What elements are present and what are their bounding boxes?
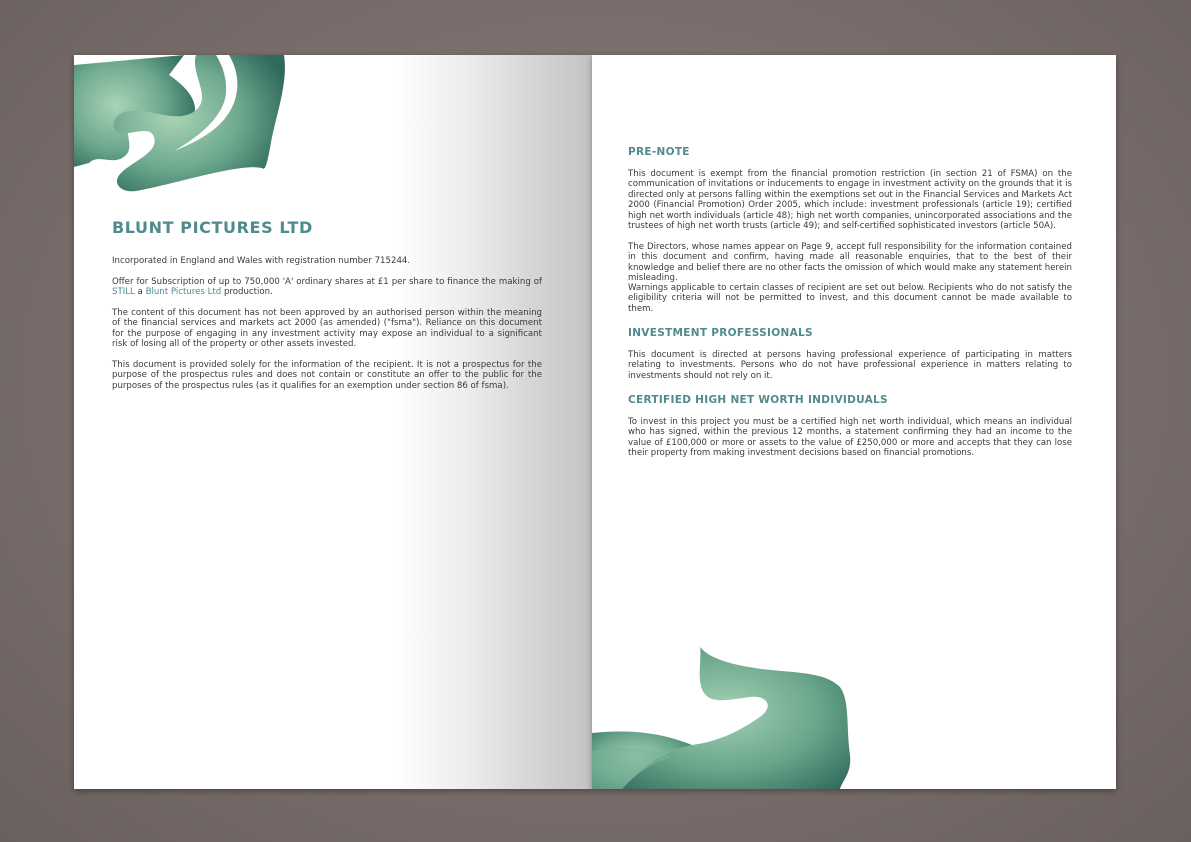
incorporation-text: Incorporated in England and Wales with registration number 715244.	[112, 256, 411, 266]
high-net-worth-paragraph: To invest in this project you must be a certified high net worth individual, which means an individual who has signed, within the previous 12 months, a statement confirming they had an income to the value of £100,000 or more or assets to the value of £250,000 or more and accepts that they can lose their property from making investment decisions based on financial promotions.	[628, 417, 1072, 459]
prenote-paragraph-2: The Directors, whose names appear on Page 9, accept full responsibility for the information contained in this document and confirm, having made all reasonable enquiries, that to the best of their knowledge and belief there are no other facts the omission of which would make any statement herein misleading.	[628, 242, 1072, 284]
left-page	[74, 55, 592, 789]
prenote-paragraph-1: This document is exempt from the financial promotion restriction (in section 21 of FSMA) on the communication of invitations or inducements to engage in investment activity on the grounds that it is directed only at persons falling within the exemptions set out in the Financial Services and Markets Act 2000 (Financial Promotion) Order 2005, which include: investment professionals (article 19); certified high net worth individuals (article 48); high net worth companies, unincorporated associations and the trustees of high net worth trusts (article 49); and self-certified sophisticated investors (article 50A).	[628, 169, 1072, 232]
high-net-worth-heading: CERTIFIED HIGH NET WORTH INDIVIDUALS	[628, 394, 888, 406]
prospectus-disclaimer: This document is provided solely for the information of the recipient. It is not a prospectus for the purpose of the prospectus rules and does not contain or constitute an offer to the public for the purposes of the prospectus rules (as it qualifies for an exemption under section 86 of fsma).	[112, 360, 542, 391]
decorative-blob-top-left	[74, 55, 289, 195]
prenote-paragraph-3: Warnings applicable to certain classes of recipient are set out below. Recipients who do not satisfy the eligibility criteria will not be permitted to invest, and this document cannot be made available to them.	[628, 283, 1072, 314]
content-disclaimer: The content of this document has not been approved by an authorised person within the meaning of the financial services and markets act 2000 (as amended) ("fsma"). Reliance on this document for the purpose of engaging in any investment activity may expose an individual to a significant risk of losing all of the property or other assets invested.	[112, 308, 542, 350]
offer-pre-text: Offer for Subscription of up to 750,000 'A' ordinary shares at £1 per share to finance the making of	[112, 277, 542, 287]
investment-professionals-paragraph: This document is directed at persons having professional experience of participating in matters relating to investments. Persons who do not have professional experience in matters relating to investments should not rely on it.	[628, 350, 1072, 381]
right-page	[592, 55, 1116, 789]
offer-mid-text: a	[134, 287, 146, 298]
company-name-link: Blunt Pictures Ltd	[145, 287, 222, 298]
prenote-heading: PRE-NOTE	[628, 146, 690, 158]
offer-post-text: production.	[221, 287, 273, 298]
decorative-blob-bottom	[592, 645, 854, 789]
offer-text	[112, 277, 542, 298]
investment-professionals-heading: INVESTMENT PROFESSIONALS	[628, 327, 813, 339]
company-title: BLUNT PICTURES LTD	[112, 218, 313, 237]
film-name: STILL	[112, 287, 135, 298]
